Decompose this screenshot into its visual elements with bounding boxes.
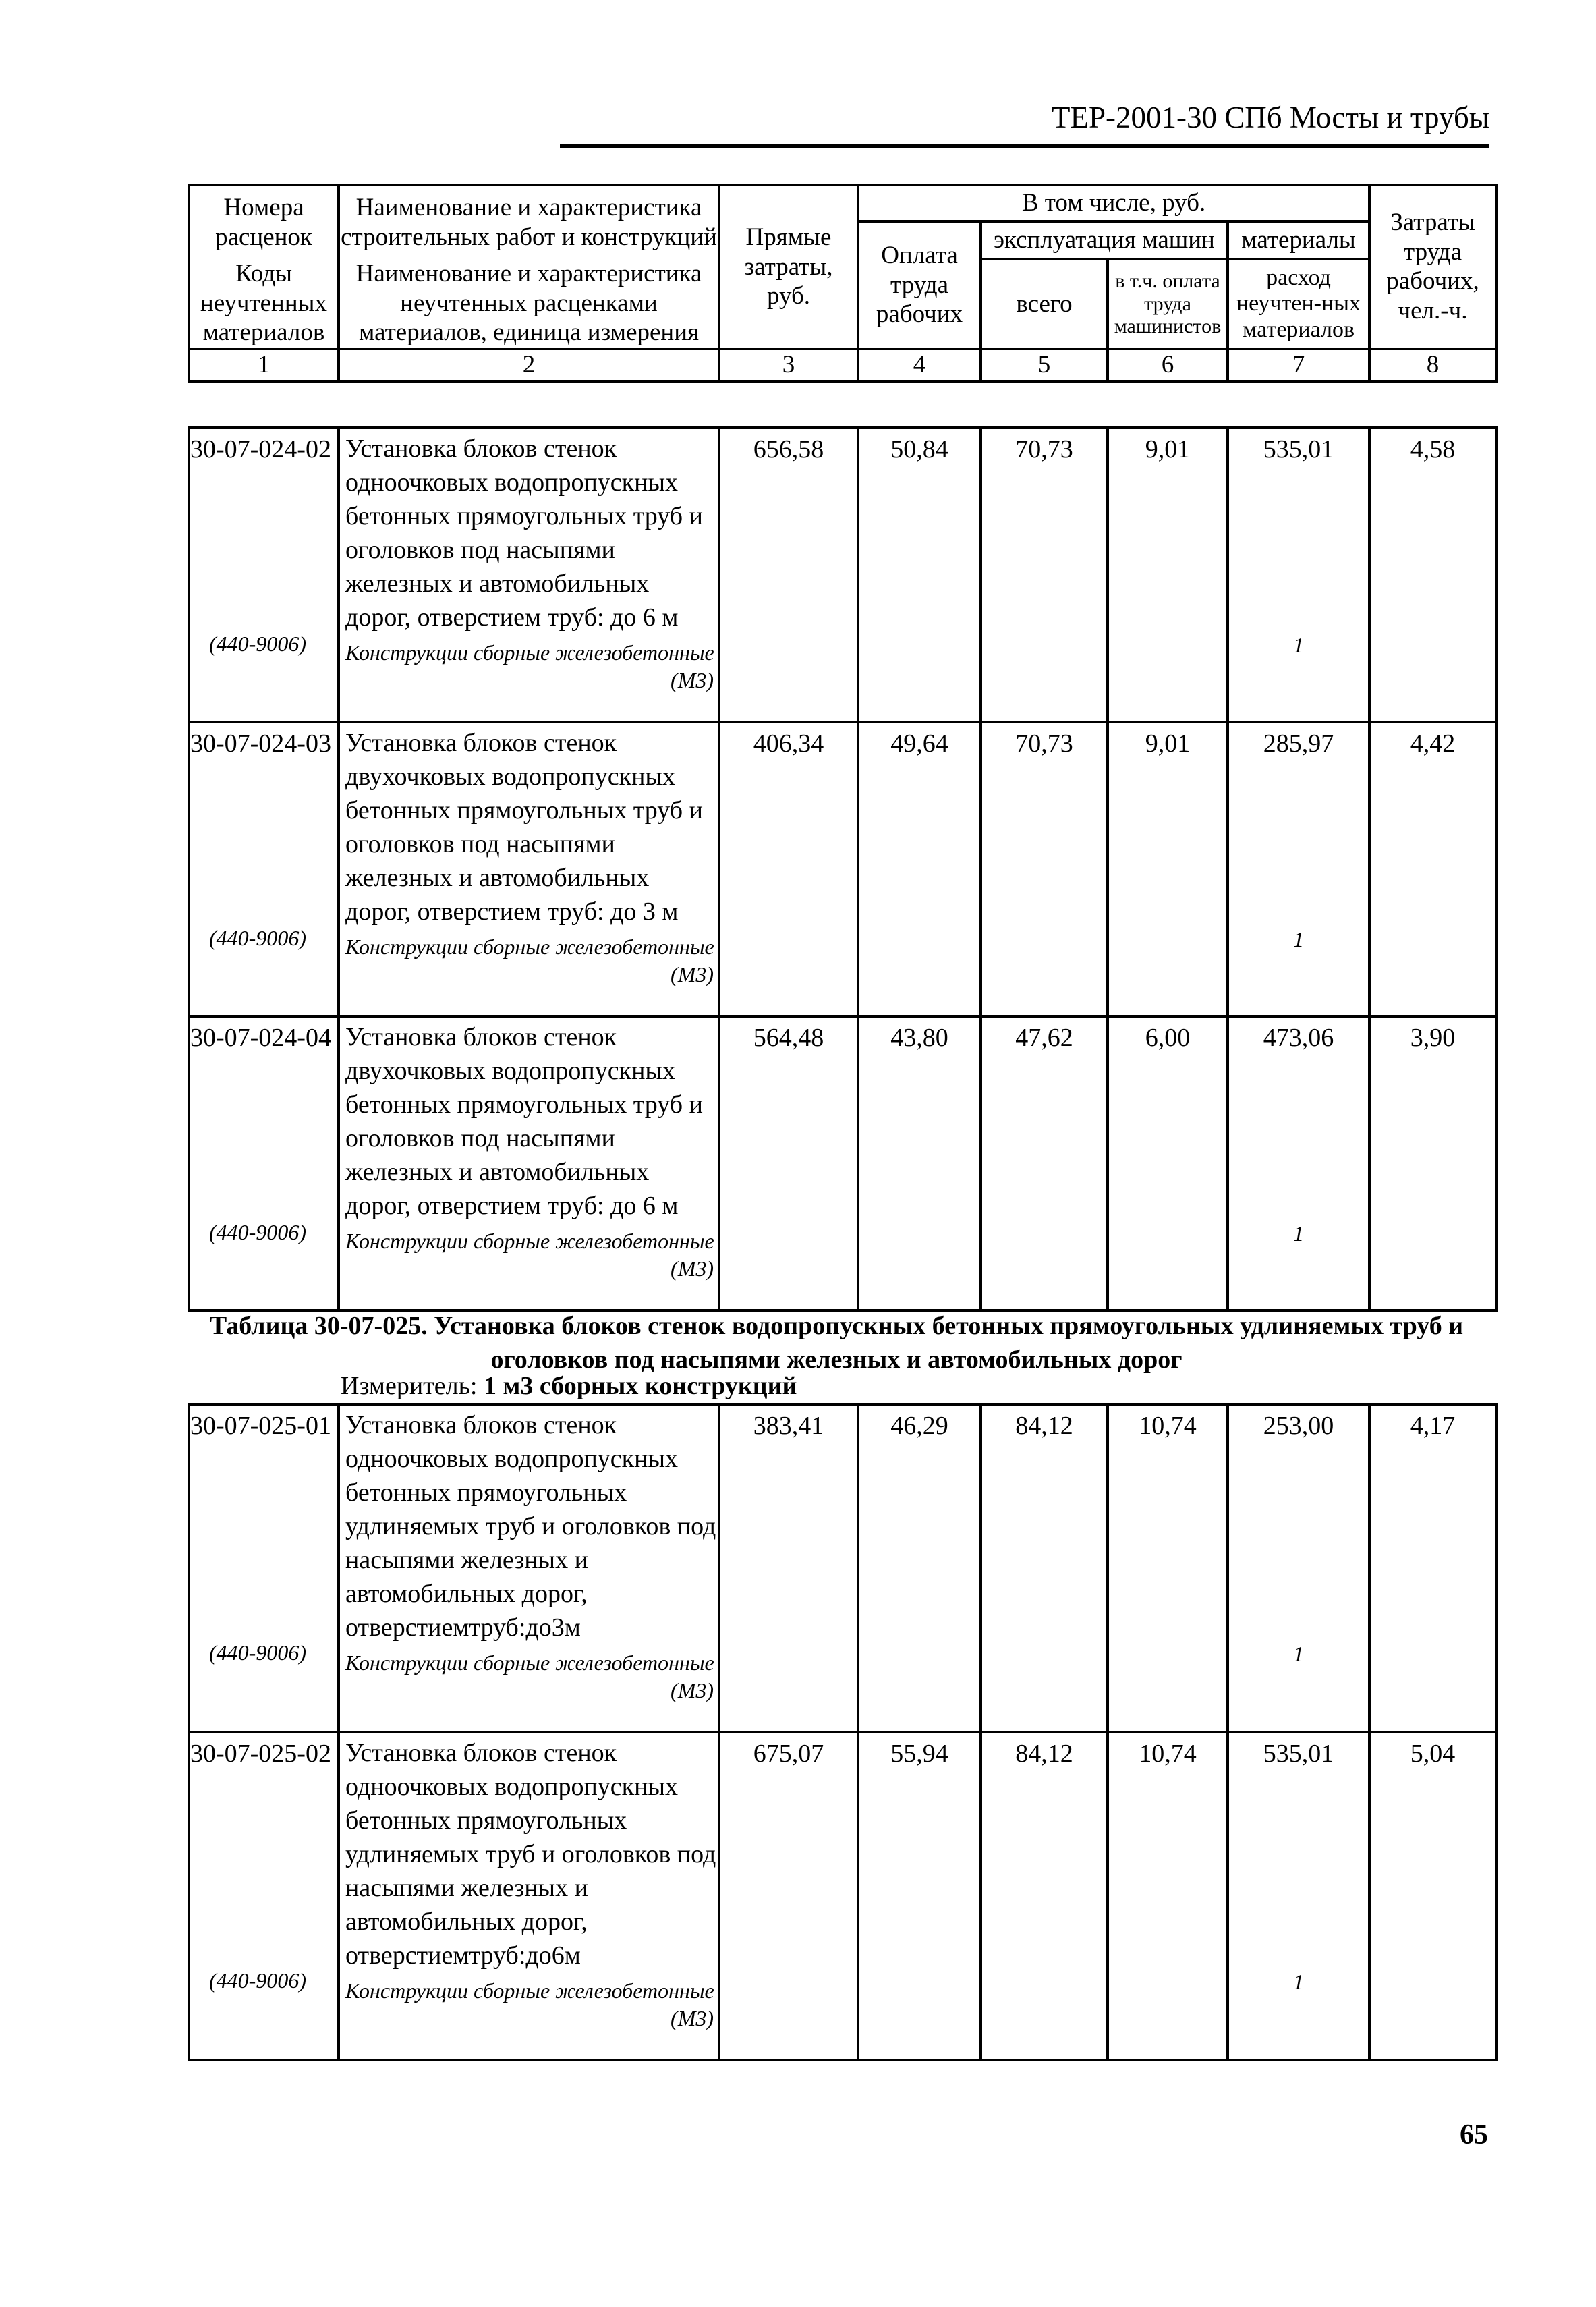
running-head: ТЕР-2001-30 СПб Мосты и трубы — [1051, 101, 1489, 134]
material-name: Конструкции сборные железобетонные — [345, 1650, 714, 1675]
table-row — [189, 1732, 1496, 2060]
machines-total: 70,73 — [981, 722, 1108, 1016]
rate-code: 30-07-024-03 (440-9006) — [190, 729, 331, 950]
labor-hours: 3,90 — [1369, 1016, 1496, 1310]
rates-table-30-07-025 — [188, 1403, 1498, 2061]
column-number: 2 — [339, 349, 719, 381]
column-header-table — [188, 184, 1498, 383]
materials-total: 285,97 — [1263, 729, 1334, 758]
table-row — [189, 1016, 1496, 1310]
labor-hours: 4,58 — [1369, 428, 1496, 722]
header-machine-operation: эксплуатация машин — [981, 221, 1228, 259]
header-rate-number: Номера расценок — [189, 185, 339, 259]
machinists-pay: 6,00 — [1108, 1016, 1228, 1310]
header-material-codes: Коды неучтенных материалов — [189, 259, 339, 349]
labor-pay: 55,94 — [858, 1732, 981, 2060]
machinists-pay: 10,74 — [1108, 1732, 1228, 2060]
material-name: Конструкции сборные железобетонные — [345, 1229, 714, 1253]
machines-total: 84,12 — [981, 1404, 1108, 1732]
table-row — [189, 428, 1496, 722]
measure-label: Измеритель: — [341, 1372, 478, 1400]
material-code: (440-9006) — [209, 1968, 306, 1993]
materials-total: 253,00 — [1263, 1412, 1334, 1440]
material-code: (440-9006) — [209, 926, 306, 950]
machinists-pay: 9,01 — [1108, 428, 1228, 722]
unit: (М3) — [671, 962, 714, 986]
material-code: (440-9006) — [209, 1640, 306, 1665]
direct-costs: 383,41 — [719, 1404, 858, 1732]
column-number: 8 — [1369, 349, 1496, 381]
table-row — [189, 722, 1496, 1016]
header-labor-hours: Затраты труда рабочих, чел.-ч. — [1369, 185, 1496, 349]
header-work-name: Наименование и характеристика строительных работ и конструкций — [339, 185, 719, 259]
machines-total: 70,73 — [981, 428, 1108, 722]
direct-costs: 564,48 — [719, 1016, 858, 1310]
machines-total: 84,12 — [981, 1732, 1108, 2060]
machinists-pay: 10,74 — [1108, 1404, 1228, 1732]
material-quantity: 1 — [1293, 1970, 1304, 1994]
work-name: Установка блоков стенок двухочковых водопропускных бетонных прямоугольных труб и оголовков под насыпями железных и автомобильных дорог, отверстием труб: до 3 м — [345, 729, 703, 926]
labor-pay: 50,84 — [858, 428, 981, 722]
materials-total: 535,01 — [1263, 1740, 1334, 1768]
machines-total: 47,62 — [981, 1016, 1108, 1310]
header-direct-costs: Прямые затраты, руб. — [719, 185, 858, 349]
header-material-names: Наименование и характеристика неучтенных расценками материалов, единица измерения — [339, 259, 719, 349]
header-labor-pay: Оплата труда рабочих — [858, 221, 981, 349]
labor-pay: 46,29 — [858, 1404, 981, 1732]
labor-hours: 4,17 — [1369, 1404, 1496, 1732]
material-code: (440-9006) — [209, 1220, 306, 1244]
column-number: 3 — [719, 349, 858, 381]
material-quantity: 1 — [1293, 1221, 1304, 1246]
labor-pay: 43,80 — [858, 1016, 981, 1310]
header-rule — [560, 144, 1489, 148]
header-unaccounted-materials: расход неучтен-ных материалов — [1228, 259, 1369, 349]
column-number: 6 — [1108, 349, 1228, 381]
unit: (М3) — [671, 1678, 714, 1702]
work-name: Установка блоков стенок двухочковых водопропускных бетонных прямоугольных труб и оголовков под насыпями железных и автомобильных дорог, отверстием труб: до 6 м — [345, 1023, 703, 1220]
material-quantity: 1 — [1293, 633, 1304, 657]
unit: (М3) — [671, 1256, 714, 1281]
measure-line — [341, 1371, 797, 1401]
unit: (М3) — [671, 2006, 714, 2030]
material-name: Конструкции сборные железобетонные — [345, 1978, 714, 2003]
header-machines-total: всего — [981, 259, 1108, 349]
work-name: Установка блоков стенок одноочковых водопропускных бетонных прямоугольных удлиняемых труб и оголовков под насыпями железных и автомобильных дорог, отверстиемтруб:до3м — [345, 1411, 716, 1642]
direct-costs: 656,58 — [719, 428, 858, 722]
rates-table-30-07-024 — [188, 426, 1498, 1312]
material-quantity: 1 — [1293, 1642, 1304, 1666]
machinists-pay: 9,01 — [1108, 722, 1228, 1016]
table-title: Таблица 30-07-025. Установка блоков стенок водопропускных бетонных прямоугольных удлиняемых труб и оголовков под насыпями железных и автомобильных дорог — [209, 1312, 1464, 1374]
header-materials: материалы — [1228, 221, 1369, 259]
rate-code: 30-07-024-04 (440-9006) — [190, 1024, 331, 1244]
unit: (М3) — [671, 668, 714, 692]
measure-value: 1 м3 сборных конструкций — [484, 1372, 797, 1400]
material-code: (440-9006) — [209, 632, 306, 656]
column-number: 5 — [981, 349, 1108, 381]
page-number: 65 — [1460, 2119, 1488, 2150]
work-name: Установка блоков стенок одноочковых водопропускных бетонных прямоугольных труб и оголовков под насыпями железных и автомобильных дорог, отверстием труб: до 6 м — [345, 435, 703, 632]
table-row — [189, 1404, 1496, 1732]
work-name: Установка блоков стенок одноочковых водопропускных бетонных прямоугольных удлиняемых труб и оголовков под насыпями железных и автомобильных дорог, отверстиемтруб:до6м — [345, 1739, 716, 1970]
header-machinists-pay: в т.ч. оплата труда машинистов — [1108, 259, 1228, 349]
materials-total: 473,06 — [1263, 1024, 1334, 1052]
direct-costs: 406,34 — [719, 722, 858, 1016]
rate-code: 30-07-025-02 (440-9006) — [190, 1740, 331, 1993]
labor-hours: 4,42 — [1369, 722, 1496, 1016]
labor-pay: 49,64 — [858, 722, 981, 1016]
materials-total: 535,01 — [1263, 435, 1334, 464]
rate-code: 30-07-024-02 (440-9006) — [190, 435, 331, 656]
direct-costs: 675,07 — [719, 1732, 858, 2060]
material-quantity: 1 — [1293, 927, 1304, 951]
material-name: Конструкции сборные железобетонные — [345, 640, 714, 665]
column-number: 7 — [1228, 349, 1369, 381]
column-number: 4 — [858, 349, 981, 381]
header-including-group: В том числе, руб. — [858, 185, 1369, 221]
column-number: 1 — [189, 349, 339, 381]
labor-hours: 5,04 — [1369, 1732, 1496, 2060]
rate-code: 30-07-025-01 (440-9006) — [190, 1412, 331, 1665]
material-name: Конструкции сборные железобетонные — [345, 935, 714, 959]
